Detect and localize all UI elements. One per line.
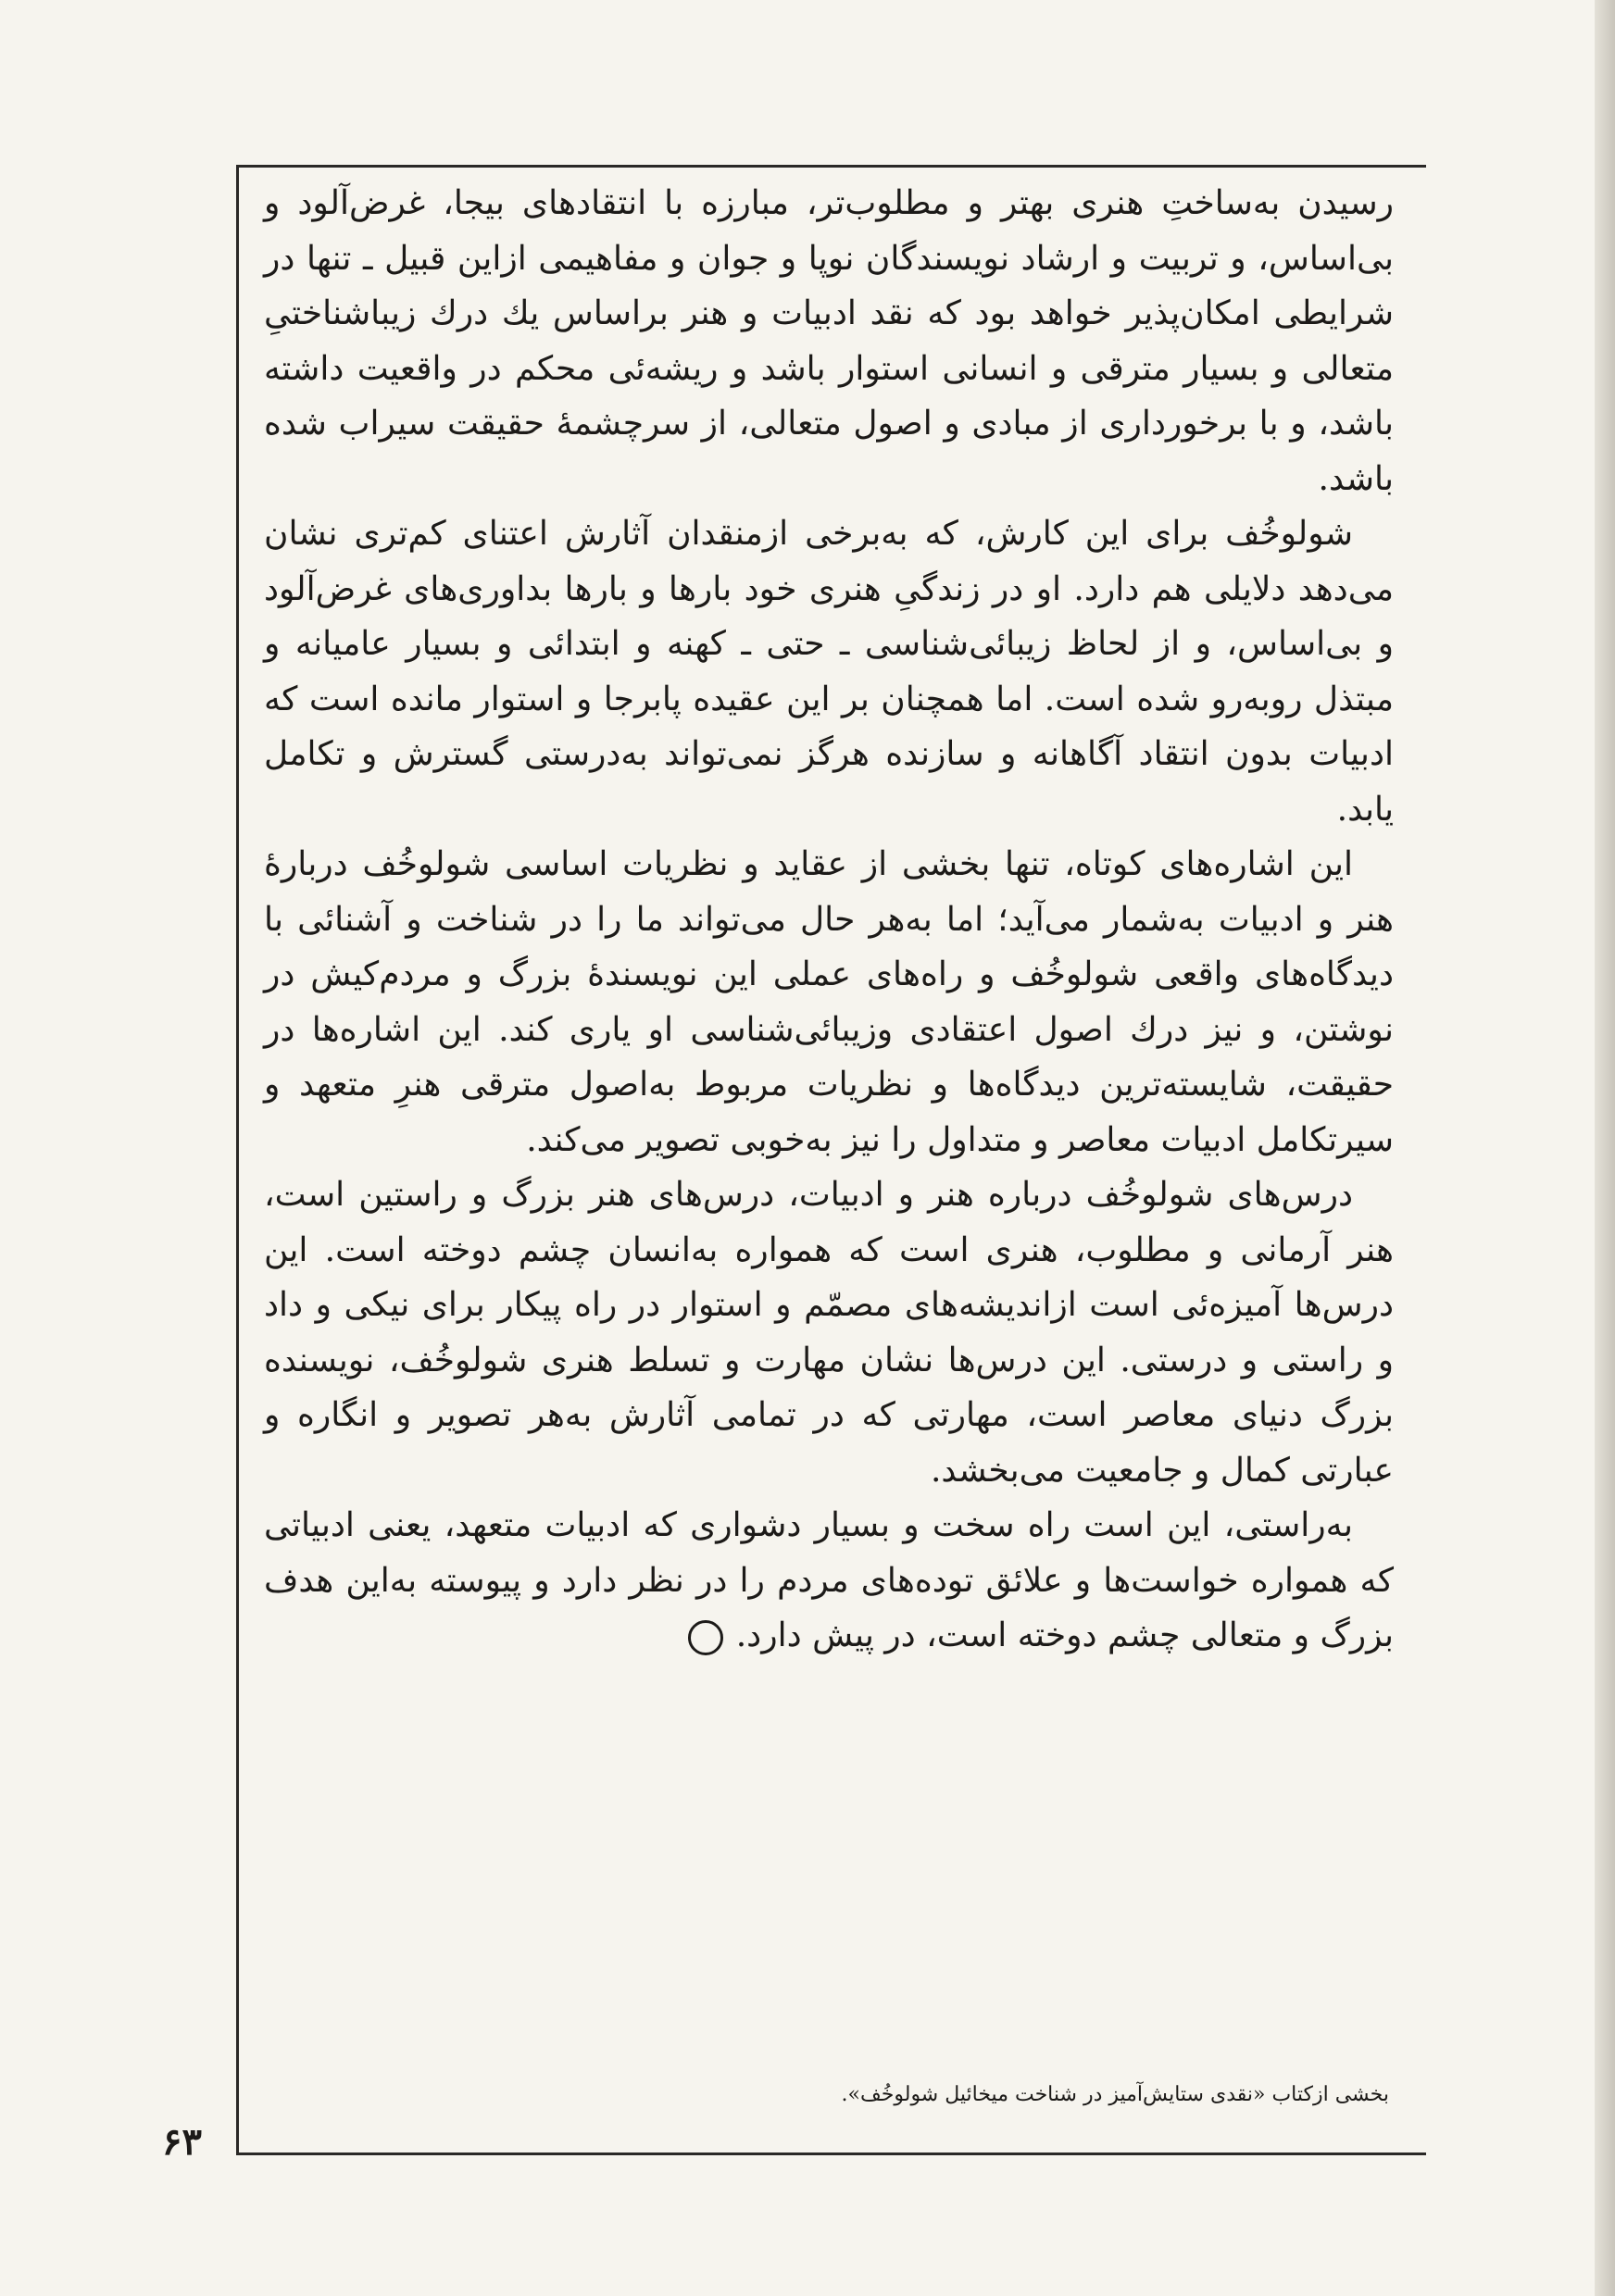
left-rule [236,165,239,2155]
paragraph-4: درس‌های شولوخُف درباره هنر و ادبیات، درس‌های هنر بزرگ و راستین است، هنر آرمانی و مطلوب، هنری است که همواره به‌انسان چشم دوخته است. این درس‌ها آمیزه‌ئی است ازاندیشه‌های مصمّم و استوار در راه پیکار برای نیکی و داد و راستی و درستی. این درس‌ها نشان مهارت و تسلط هنری شولوخُف، نویسنده بزرگ دنیای معاصر است، مهارتی که در تمامی آثارش به‌هر تصویر و انگاره و عبارتی کمال و جامعیت می‌بخشد. [264,1176,1394,1490]
paragraph-5-wrapper [264,1498,1394,1664]
page-edge [1595,0,1615,2296]
paragraph-5: به‌راستی، این است راه سخت و بسیار دشواری که ادبیات متعهد، یعنی ادبیاتی که همواره خواست‌ها و علائق توده‌های مردم را در نظر دارد و پیوسته به‌این هدف بزرگ و متعالی چشم دوخته است، در پیش دارد. [264,1506,1394,1654]
paragraph-2: شولوخُف برای این کارش، که به‌برخی ازمنقدان آثارش اعتنای کم‌تری نشان می‌دهد دلایلی هم دارد. او در زندگیِ هنری خود بارها و بارها بداوری‌های غرض‌آلود و بی‌اساس، و از لحاظ زیبائی‌شناسی ـ حتی ـ کهنه و ابتدائی و بسیار عامیانه و مبتذل روبه‌رو شده است. اما همچنان بر این عقیده پابرجا و استوار مانده است که ادبیات بدون انتقاد آگاهانه و سازنده هرگز نمی‌تواند به‌درستی گسترش و تکامل یابد. [264,515,1394,829]
page-number: ۶۳ [162,2120,202,2164]
end-circle-icon [688,1620,723,1655]
paragraph-1: رسیدن به‌ساختِ هنری بهتر و مطلوب‌تر، مبارزه با انتقادهای بیجا، غرض‌آلود و بی‌اساس، و تربیت و ارشاد نویسندگان نوپا و جوان و مفاهیمی ازاین قبیل ـ تنها در شرایطی امکان‌پذیر خواهد بود که نقد ادبیات و هنر براساس یك درك زیباشناختیِ متعالی و بسیار مترقی و انسانی استوار باشد و ریشه‌ئی محکم در واقعیت داشته باشد، و با برخورداری از مبادی و اصول متعالی، از سرچشمهٔ حقیقت سیراب شده باشد. [264,184,1394,498]
top-rule [236,165,1426,168]
body-text [264,176,1394,1664]
footnote: بخشی ازکتاب «نقدی ستایش‌آمیز در شناخت میخائیل شولوخُف». [841,2083,1389,2106]
paragraph-3: این اشاره‌های کوتاه، تنها بخشی از عقاید و نظریات اساسی شولوخُف دربارهٔ هنر و ادبیات به‌شمار می‌آید؛ اما به‌هر حال می‌تواند ما را در شناخت و آشنائی با دیدگاه‌های واقعی شولوخُف و راه‌های عملی این نویسندهٔ بزرگ و مردم‌کیش در نوشتن، و نیز درك اصول اعتقادی وزیبائی‌شناسی او یاری کند. این اشاره‌ها در حقیقت، شایسته‌ترین دیدگاه‌ها و نظریات مربوط به‌اصول مترقی هنرِ متعهد و سیرتکامل ادبیات معاصر و متداول را نیز به‌خوبی تصویر می‌کند. [264,845,1394,1159]
bottom-rule [236,2152,1426,2155]
